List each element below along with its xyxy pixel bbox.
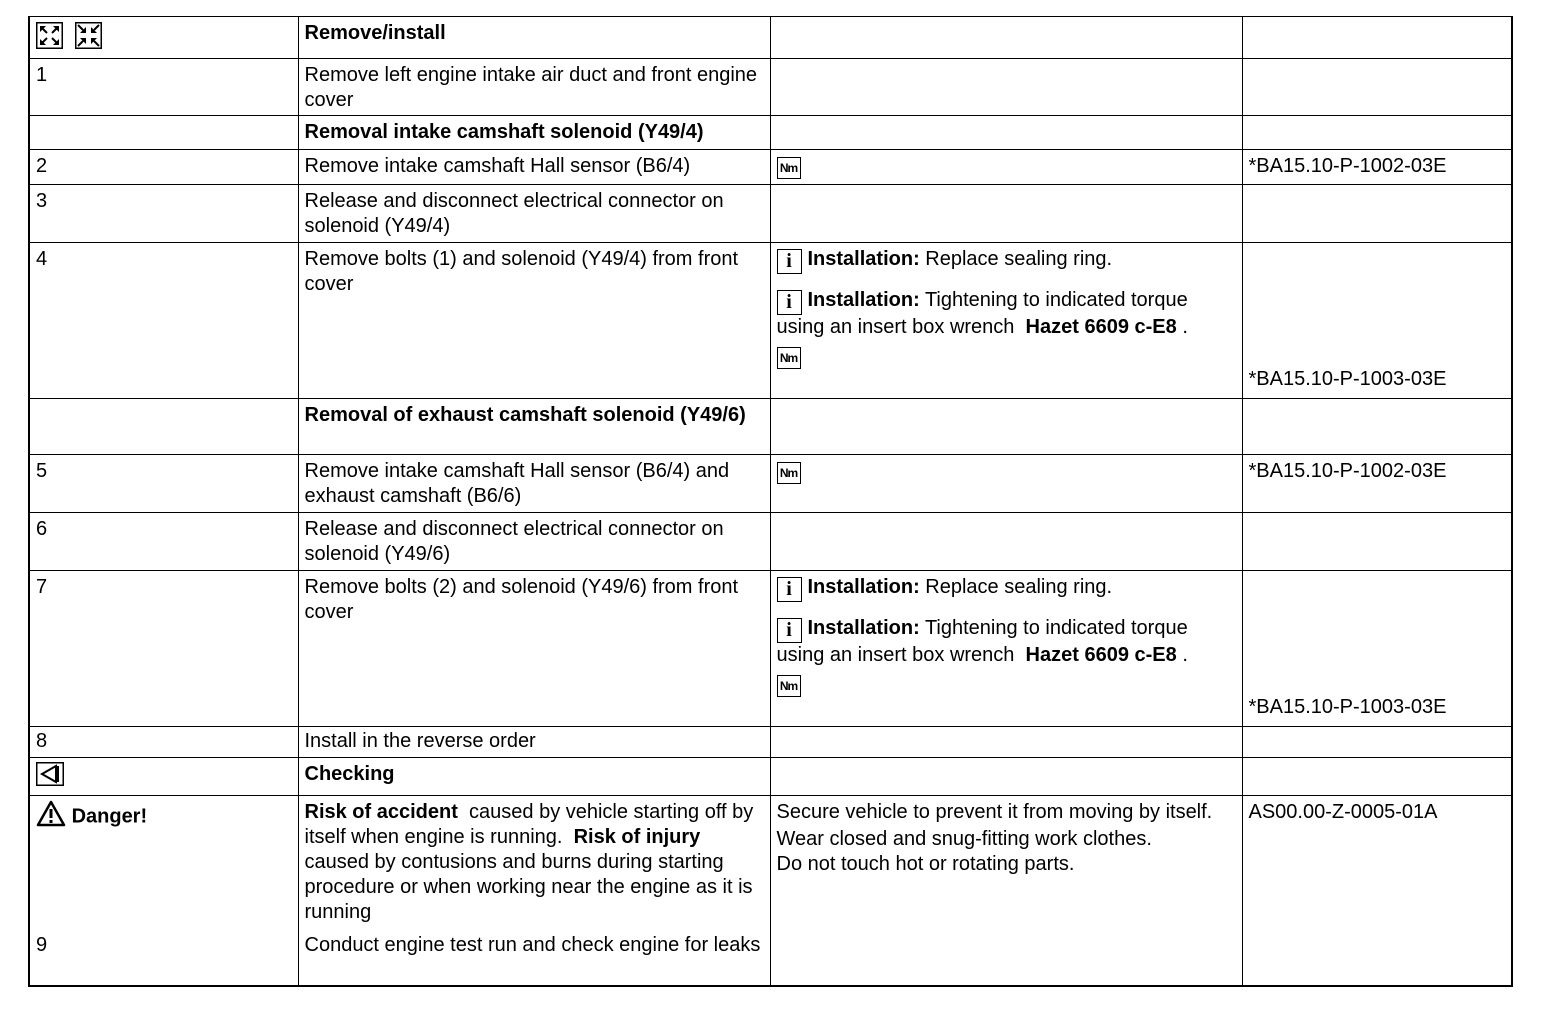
header-empty-4 (1242, 17, 1512, 59)
note-cell (770, 243, 1242, 399)
empty-cell (1242, 758, 1512, 796)
note-cell (770, 455, 1242, 513)
checking-arrow-icon (36, 762, 64, 793)
warning-triangle-icon (36, 800, 66, 834)
risk-injury-text: caused by contusions and burns during starting procedure or when working near the engine as it is running (304, 851, 753, 923)
risk-accident: Risk of accident (304, 801, 458, 823)
step-number: 2 (29, 150, 298, 185)
remedy-line: Do not touch hot or rotating parts. (776, 853, 1075, 875)
table-row (29, 727, 1512, 758)
ref-link[interactable]: *BA15.10-P-1002-03E (1242, 150, 1512, 185)
step-text: Remove intake camshaft Hall sensor (B6/4) and exhaust camshaft (B6/6) (298, 455, 770, 513)
ref-link[interactable]: *BA15.10-P-1003-03E (1248, 696, 1447, 718)
step-text: Remove intake camshaft Hall sensor (B6/4) (298, 150, 770, 185)
info-icon[interactable]: i (777, 577, 802, 602)
table-row (29, 185, 1512, 243)
section-heading: Removal intake camshaft solenoid (Y49/4) (298, 116, 770, 150)
section-heading-row (29, 758, 1512, 796)
remedy-line: Secure vehicle to prevent it from moving by itself. (776, 801, 1213, 823)
step-text: Remove left engine intake air duct and front engine cover (298, 59, 770, 116)
period: . (1182, 316, 1188, 338)
nm-torque-icon[interactable]: Nm (777, 157, 801, 179)
ref-link[interactable]: *BA15.10-P-1003-03E (1248, 368, 1447, 390)
danger-label: Danger! (71, 805, 148, 828)
remedy-line: Wear closed and snug-fitting work clothes. (776, 828, 1152, 850)
expand-icon (36, 22, 63, 56)
installation-label: Installation: (807, 576, 920, 598)
section-heading-row (29, 399, 1512, 455)
step-text: Remove bolts (1) and solenoid (Y49/4) from front cover (298, 243, 770, 399)
header-title: Remove/install (298, 17, 770, 59)
installation-note: Tightening to indicated torque using an insert box wrench (776, 617, 1188, 666)
ref-cell (1242, 185, 1512, 243)
risk-cell (298, 796, 770, 986)
danger-cell (29, 796, 298, 986)
risk-injury: Risk of injury (573, 826, 701, 848)
installation-label: Installation: (807, 248, 920, 270)
installation-note: Tightening to indicated torque using an insert box wrench (776, 289, 1188, 338)
note-cell (770, 59, 1242, 116)
section-heading: Removal of exhaust camshaft solenoid (Y49/6) (298, 399, 770, 455)
section-heading-row (29, 116, 1512, 150)
ref-cell (1242, 571, 1512, 727)
empty-cell (29, 116, 298, 150)
header-empty-3 (770, 17, 1242, 59)
installation-label: Installation: (807, 617, 920, 639)
note-cell (770, 513, 1242, 571)
ref-cell (1242, 513, 1512, 571)
info-icon[interactable]: i (777, 249, 802, 274)
period: . (1182, 644, 1188, 666)
remedy-cell (770, 796, 1242, 986)
empty-cell (770, 116, 1242, 150)
ref-cell (1242, 727, 1512, 758)
nm-torque-icon[interactable]: Nm (777, 675, 801, 697)
table-row (29, 513, 1512, 571)
collapse-icon (75, 22, 102, 56)
installation-note: Replace sealing ring. (925, 248, 1113, 270)
note-cell (770, 185, 1242, 243)
step-number: 9 (36, 934, 48, 956)
step-number: 1 (29, 59, 298, 116)
table-row (29, 59, 1512, 116)
info-icon[interactable]: i (777, 290, 802, 315)
step-number: 4 (29, 243, 298, 399)
step-number: 5 (29, 455, 298, 513)
ref-cell (1242, 243, 1512, 399)
header-row (29, 17, 1512, 59)
step-text: Release and disconnect electrical connector on solenoid (Y49/4) (298, 185, 770, 243)
nm-torque-icon[interactable]: Nm (777, 347, 801, 369)
ref-link[interactable]: AS00.00-Z-0005-01A (1242, 796, 1512, 986)
step-text: Remove bolts (2) and solenoid (Y49/6) from front cover (298, 571, 770, 727)
note-cell (770, 727, 1242, 758)
header-icons-cell (29, 17, 298, 59)
note-cell (770, 571, 1242, 727)
risk-accident-text: caused by vehicle starting off by itself when engine is running. (304, 801, 754, 848)
empty-cell (770, 399, 1242, 455)
table-row (29, 150, 1512, 185)
table-row (29, 243, 1512, 399)
tool-name: Hazet 6609 c-E8 (1025, 316, 1177, 338)
ref-link[interactable]: *BA15.10-P-1002-03E (1242, 455, 1512, 513)
step-number: 7 (29, 571, 298, 727)
step-number: 8 (29, 727, 298, 758)
step-text: Conduct engine test run and check engine for leaks (304, 934, 761, 956)
danger-row (29, 796, 1512, 986)
procedure-table (28, 16, 1513, 987)
info-icon[interactable]: i (777, 618, 802, 643)
empty-cell (1242, 116, 1512, 150)
empty-cell (1242, 399, 1512, 455)
tool-name: Hazet 6609 c-E8 (1025, 644, 1177, 666)
empty-cell (29, 399, 298, 455)
step-number: 6 (29, 513, 298, 571)
installation-label: Installation: (807, 289, 920, 311)
step-text: Release and disconnect electrical connector on solenoid (Y49/6) (298, 513, 770, 571)
empty-cell (770, 758, 1242, 796)
nm-torque-icon[interactable]: Nm (777, 462, 801, 484)
step-text: Install in the reverse order (298, 727, 770, 758)
step-number: 3 (29, 185, 298, 243)
table-row (29, 455, 1512, 513)
installation-note: Replace sealing ring. (925, 576, 1113, 598)
section-heading: Checking (298, 758, 770, 796)
checking-icon-cell (29, 758, 298, 796)
table-row (29, 571, 1512, 727)
note-cell (770, 150, 1242, 185)
ref-cell (1242, 59, 1512, 116)
